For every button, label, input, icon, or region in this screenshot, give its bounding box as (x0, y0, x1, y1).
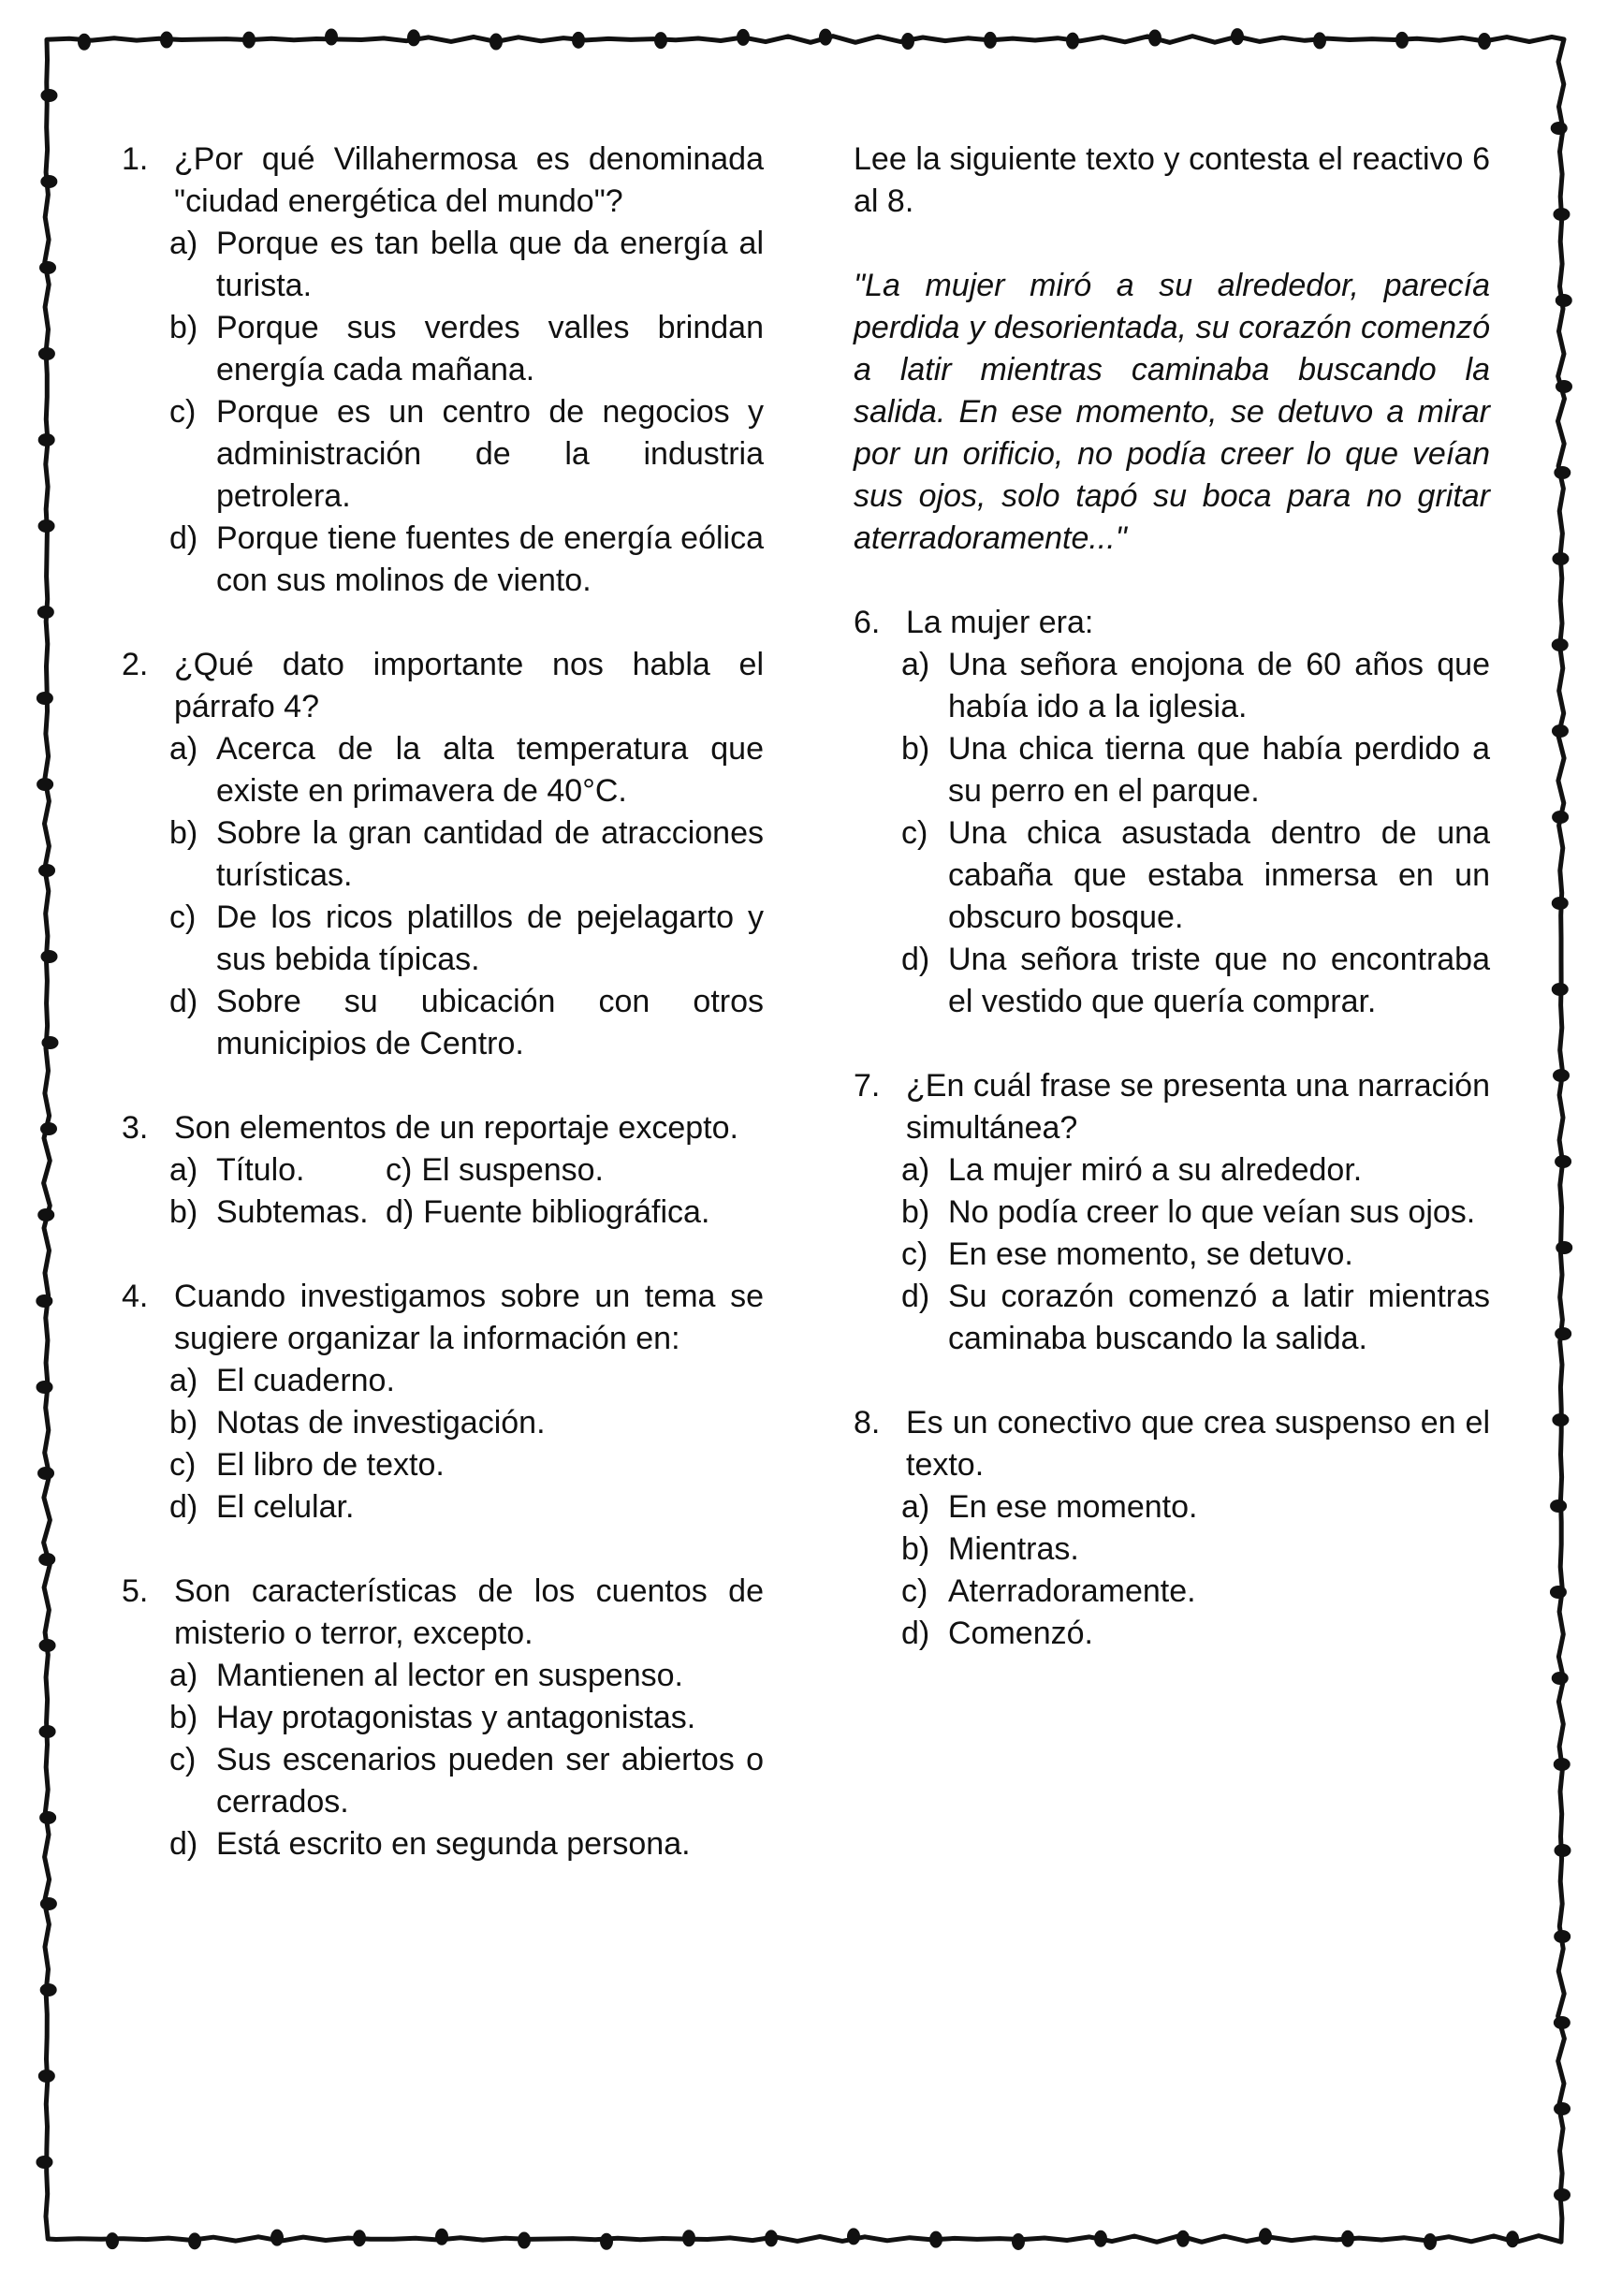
border-dot (1553, 208, 1570, 221)
border-dot (1550, 1499, 1567, 1513)
border-dot (37, 606, 54, 619)
border-dot (188, 2232, 201, 2249)
border-dot (78, 34, 91, 51)
option-d: d) Porque tiene fuentes de energía eólica con sus molinos de viento. (169, 520, 764, 598)
border-dot (353, 2230, 366, 2246)
border-dot (1551, 122, 1568, 135)
option-d: d) Sobre su ubicación con otros municipios de Centro. (169, 984, 764, 1061)
border-dot (929, 2231, 942, 2248)
border-dot (38, 519, 55, 533)
option-c: c) En ese momento, se detuvo. (901, 1236, 1353, 1272)
border-dot (1555, 1844, 1571, 1857)
border-dot (36, 2156, 52, 2169)
border-dot (37, 1467, 54, 1480)
option-b: b) No podía creer lo que veían sus ojos. (901, 1194, 1476, 1230)
option-a: a) Porque es tan bella que da energía al turista. (169, 226, 764, 303)
border-dot (1478, 33, 1491, 50)
option-d: d) Comenzó. (901, 1616, 1093, 1651)
option-d: d) Está escrito en segunda persona. (169, 1826, 691, 1862)
border-dot (40, 1983, 57, 1996)
border-dot (1094, 2230, 1107, 2247)
option-b: b) Una chica tierna que había perdido a su perro en el parque. (901, 731, 1490, 809)
border-dot (489, 33, 503, 50)
options-grid (169, 1149, 764, 1234)
border-dot (1552, 897, 1569, 910)
question-text: La mujer era: (906, 605, 1094, 640)
border-dot (1259, 2228, 1272, 2245)
border-dot (407, 29, 420, 46)
border-dot (435, 2229, 448, 2245)
border-dot (41, 950, 58, 963)
border-dot (1552, 638, 1569, 651)
question-text: ¿En cuál frase se presenta una narración simultánea? (906, 1068, 1490, 1146)
border-dot (40, 89, 57, 102)
border-dot (37, 1381, 53, 1394)
border-dot (1506, 2230, 1519, 2247)
border-dot (654, 32, 667, 49)
border-dot (36, 1294, 52, 1308)
border-dot (270, 2230, 284, 2246)
question-2 (122, 644, 764, 1065)
border-dot (39, 1725, 56, 1738)
question-number: 8. (854, 1405, 881, 1440)
border-dot (37, 778, 53, 791)
border-dot (600, 2233, 613, 2250)
option-b: b) Subtemas. (169, 1194, 369, 1230)
border-dot (1552, 1672, 1569, 1685)
border-dot (1554, 1758, 1570, 1771)
option-c: c) De los ricos platillos de pejelagarto y sus bebida típicas. (169, 899, 764, 977)
border-dot (1341, 2230, 1354, 2247)
border-dot (38, 433, 55, 446)
border-dot (518, 2231, 531, 2248)
border-dot (40, 175, 57, 188)
border-dot (1148, 30, 1161, 47)
question-number: 6. (854, 605, 881, 640)
border-dot (1554, 466, 1570, 479)
border-dot (37, 1208, 54, 1221)
option-a: a) Acerca de la alta temperatura que existe en primavera de 40°C. (169, 731, 764, 809)
question-text: Es un conectivo que crea suspenso en el texto. (906, 1405, 1490, 1483)
option-d: d) Su corazón comenzó a latir mientras caminaba buscando la salida. (901, 1279, 1490, 1356)
question-text: Cuando investigamos sobre un tema se sugiere organizar la información en: (174, 1279, 764, 1356)
option-b: b) Sobre la gran cantidad de atracciones turísticas. (169, 815, 764, 893)
option-b: b) Hay protagonistas y antagonistas. (169, 1700, 696, 1735)
option-c: c) Sus escenarios pueden ser abiertos o cerrados. (169, 1742, 764, 1820)
option-c: c) Una chica asustada dentro de una cabaña que estaba inmersa en un obscuro bosque. (901, 815, 1490, 935)
reading-passage: "La mujer miró a su alrededor, parecía perdida y desorientada, su corazón comenzó a latir mientras caminaba buscando la salida. En ese momento, se detuvo a mirar por un orificio, no podía creer lo que veían sus ojos, solo tapó su boca para no gritar aterradoramente..." (854, 268, 1490, 556)
border-dot (242, 32, 256, 49)
option-d: d) Fuente bibliográfica. (386, 1194, 710, 1230)
border-dot (1554, 2016, 1570, 2029)
question-4 (122, 1276, 764, 1528)
border-dot (1176, 2230, 1190, 2247)
border-dot (765, 2230, 778, 2246)
border-dot (901, 33, 914, 50)
reading-instructions: Lee la siguiente texto y contesta el reactivo 6 al 8. (854, 141, 1490, 219)
option-a: a) Título. (169, 1152, 305, 1188)
question-number: 2. (122, 647, 149, 682)
right-column (854, 139, 1490, 1697)
question-number: 3. (122, 1110, 149, 1146)
option-a: a) En ese momento. (901, 1489, 1198, 1525)
option-a: a) La mujer miró a su alrededor. (901, 1152, 1363, 1188)
border-dot (39, 261, 56, 274)
border-dot (1313, 32, 1326, 49)
border-dot (38, 1553, 55, 1566)
border-dot (1556, 1241, 1572, 1254)
option-c: c) Porque es un centro de negocios y administración de la industria petrolera. (169, 394, 764, 514)
border-dot (682, 2230, 695, 2246)
border-dot (1554, 1930, 1570, 1943)
option-d: d) Una señora triste que no encontraba el vestido que quería comprar. (901, 942, 1490, 1019)
border-dot (1552, 552, 1569, 565)
border-dot (572, 32, 585, 49)
border-dot (984, 32, 997, 49)
border-dot (1395, 32, 1409, 49)
question-number: 4. (122, 1279, 149, 1314)
border-dot (41, 1036, 58, 1049)
border-dot (40, 1897, 57, 1910)
option-b: b) Porque sus verdes valles brindan energía cada mañana. (169, 310, 764, 388)
border-dot (1552, 724, 1569, 738)
border-dot (1556, 380, 1572, 393)
border-dot (38, 2069, 55, 2083)
option-d: d) El celular. (169, 1489, 355, 1525)
border-dot (1553, 1069, 1570, 1082)
border-dot (1552, 983, 1569, 996)
border-dot (1012, 2233, 1025, 2250)
border-dot (1550, 1586, 1567, 1599)
question-5 (122, 1571, 764, 1865)
border-dot (1424, 2233, 1437, 2250)
option-c: c) El libro de texto. (169, 1447, 445, 1483)
question-number: 5. (122, 1573, 149, 1609)
option-c: c) El suspenso. (386, 1152, 604, 1188)
border-dot (847, 2228, 860, 2245)
border-dot (1066, 33, 1079, 50)
border-dot (39, 1639, 56, 1652)
border-dot (106, 2232, 119, 2249)
border-dot (40, 1122, 57, 1135)
border-dot (1554, 2102, 1570, 2115)
question-7 (854, 1065, 1490, 1360)
border-dot (39, 1811, 56, 1824)
border-dot (1231, 28, 1244, 45)
question-text: Son elementos de un reportaje excepto. (174, 1110, 738, 1146)
border-dot (160, 32, 173, 49)
border-dot (737, 29, 750, 46)
question-text: Son características de los cuentos de misterio o terror, excepto. (174, 1573, 764, 1651)
question-3 (122, 1107, 764, 1234)
border-dot (325, 28, 338, 45)
question-number: 7. (854, 1068, 881, 1104)
left-column (122, 139, 764, 1908)
border-dot (1552, 1413, 1569, 1426)
option-c: c) Aterradoramente. (901, 1573, 1196, 1609)
border-dot (1555, 1155, 1571, 1168)
border-dot (38, 347, 55, 360)
question-text: ¿Por qué Villahermosa es denominada "ciudad energética del mundo"? (174, 141, 764, 219)
option-b: b) Notas de investigación. (169, 1405, 546, 1440)
border-dot (1552, 811, 1569, 824)
question-6 (854, 602, 1490, 1023)
option-a: a) Mantienen al lector en suspenso. (169, 1658, 683, 1693)
border-dot (819, 29, 832, 46)
option-a: a) Una señora enojona de 60 años que había ido a la iglesia. (901, 647, 1490, 724)
question-1 (122, 139, 764, 602)
question-text: ¿Qué dato importante nos habla el párrafo 4? (174, 647, 764, 724)
question-8 (854, 1402, 1490, 1655)
border-dot (1554, 2188, 1570, 2201)
border-dot (1555, 1327, 1571, 1340)
border-dot (1556, 294, 1572, 307)
border-dot (38, 864, 55, 877)
question-number: 1. (122, 141, 149, 177)
option-b: b) Mientras. (901, 1531, 1079, 1567)
border-dot (37, 692, 53, 705)
option-a: a) El cuaderno. (169, 1363, 395, 1398)
